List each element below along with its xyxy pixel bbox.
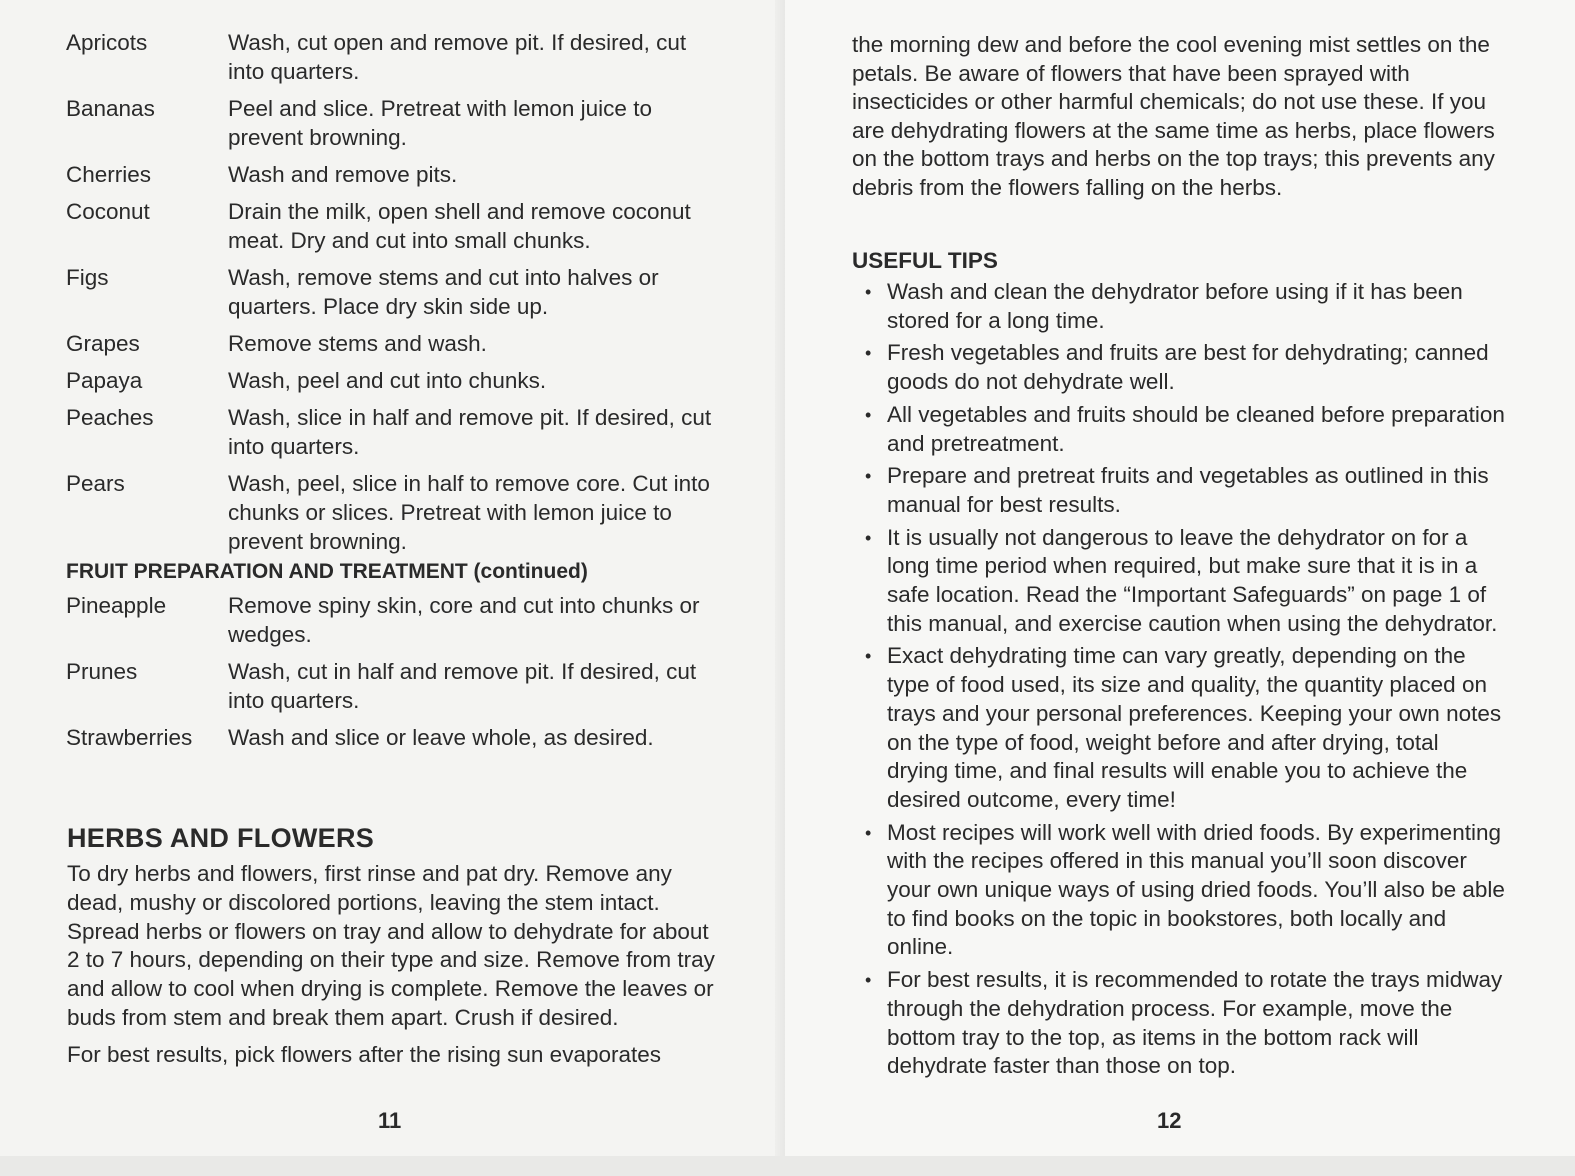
- table-row: [66, 723, 726, 752]
- list-item: [865, 642, 1505, 814]
- table-row: [66, 403, 726, 461]
- tip-text: Wash and clean the dehydrator before using if it has been stored for a long time.: [887, 279, 1463, 333]
- tips-list: [865, 278, 1505, 1085]
- fruit-name: Bananas: [66, 96, 155, 121]
- page-12: [785, 0, 1575, 1176]
- tip-text: Prepare and pretreat fruits and vegetables as outlined in this manual for best results.: [887, 463, 1489, 517]
- paragraph: the morning dew and before the cool evening mist settles on the petals. Be aware of flowers that have been sprayed with insecticides or other harmful chemicals; do not use these. If you are dehydrating flowers at the same time as herbs, place flowers on the bottom trays and herbs on the top trays; this prevents any debris from the flowers falling on the herbs.: [852, 32, 1495, 200]
- fruit-instructions: Remove stems and wash.: [228, 331, 487, 356]
- bullet-icon: •: [865, 646, 872, 667]
- bullet-icon: •: [865, 466, 872, 487]
- fruit-name: Figs: [66, 265, 109, 290]
- list-item: [865, 966, 1505, 1081]
- list-item: [865, 524, 1505, 639]
- list-item: [865, 278, 1505, 335]
- tip-text: All vegetables and fruits should be cleaned before preparation and pretreatment.: [887, 401, 1505, 456]
- fruit-instructions: Remove spiny skin, core and cut into chunks or wedges.: [228, 593, 700, 647]
- table-row: [66, 28, 726, 86]
- table-row: [66, 657, 726, 715]
- list-item: [865, 339, 1505, 396]
- bullet-icon: •: [865, 404, 872, 425]
- tip-text: Exact dehydrating time can vary greatly, depending on the type of food used, its size and quality, the quantity placed on trays and your personal preferences. Keeping your own notes on the type of food, weight before and after drying, total drying time, and final results will enable you to achieve the desired outcome, every time!: [887, 643, 1502, 812]
- fruit-name: Prunes: [66, 659, 138, 684]
- fruit-name: Pineapple: [66, 593, 167, 618]
- bullet-icon: •: [865, 282, 872, 302]
- paragraph: To dry herbs and flowers, first rinse and pat dry. Remove any dead, mushy or discolored portions, leaving the stem intact. Spread herbs or flowers on tray and allow to dehydrate for about 2 to 7 hours, depending on their type and size. Remove from tray and allow to cool when drying is complete. Remove the leaves or buds from stem and break them apart. Crush if desired.: [67, 861, 715, 1030]
- tip-text: Most recipes will work well with dried foods. By experimenting with the recipes offered in this manual you’ll soon discover your own unique ways of using dried foods. You’ll also be able to find books on the topic in bookstores, both locally and online.: [887, 819, 1505, 960]
- fruit-instructions: Drain the milk, open shell and remove coconut meat. Dry and cut into small chunks.: [228, 199, 691, 253]
- herbs-section-text: [67, 860, 717, 1078]
- table-row: [66, 94, 726, 152]
- fruit-name: Peaches: [66, 405, 154, 430]
- bullet-icon: •: [865, 822, 872, 843]
- fruit-name: Apricots: [66, 30, 148, 55]
- page-bottom-shade: [0, 1156, 1575, 1176]
- fruit-name: Pears: [66, 471, 125, 496]
- table-row: [66, 329, 726, 358]
- tip-text: It is usually not dangerous to leave the dehydrator on for a long time period when required, but make sure that it is in a safe location. Read the “Important Safeguards” on page 1 of this manual, and exercise caution when using the dehydrator.: [887, 524, 1498, 636]
- fruit-instructions: Wash, slice in half and remove pit. If desired, cut into quarters.: [228, 405, 712, 459]
- paragraph: For best results, pick flowers after the rising sun evaporates: [67, 1041, 662, 1067]
- fruit-name: Coconut: [66, 199, 150, 224]
- bullet-icon: •: [865, 343, 872, 364]
- section-heading: HERBS AND FLOWERS: [67, 823, 375, 853]
- table-row: [66, 469, 726, 556]
- table-row: [66, 160, 726, 189]
- section-heading: USEFUL TIPS: [852, 248, 998, 273]
- list-item: [865, 462, 1505, 519]
- tip-text: For best results, it is recommended to rotate the trays midway through the dehydration process. For example, move the bottom tray to the top, as items in the bottom rack will dehydrate faster than those on top.: [887, 967, 1503, 1079]
- fruit-name: Papaya: [66, 368, 143, 393]
- section-subheading: FRUIT PREPARATION AND TREATMENT (continued): [66, 560, 588, 583]
- fruit-instructions: Peel and slice. Pretreat with lemon juice to prevent browning.: [228, 96, 652, 150]
- fruit-preparation-table: [66, 28, 726, 760]
- table-row: [66, 197, 726, 255]
- page-number: 11: [378, 1108, 402, 1133]
- page-number: 12: [1157, 1108, 1182, 1133]
- page-11: [0, 0, 785, 1176]
- fruit-instructions: Wash, peel, slice in half to remove core. Cut into chunks or slices. Pretreat with lemon juice to prevent browning.: [228, 471, 710, 554]
- table-row: [66, 366, 726, 395]
- fruit-name: Cherries: [66, 162, 152, 187]
- tip-text: Fresh vegetables and fruits are best for dehydrating; canned goods do not dehydrate well.: [887, 340, 1489, 395]
- table-row: [66, 263, 726, 321]
- list-item: [865, 819, 1505, 963]
- fruit-name: Grapes: [66, 331, 140, 356]
- fruit-instructions: Wash and remove pits.: [228, 162, 458, 187]
- list-item: [865, 401, 1505, 458]
- fruit-instructions: Wash and slice or leave whole, as desired.: [228, 725, 654, 750]
- table-row: [66, 591, 726, 649]
- fruit-instructions: Wash, cut open and remove pit. If desired, cut into quarters.: [228, 30, 687, 84]
- fruit-instructions: Wash, peel and cut into chunks.: [228, 368, 547, 393]
- bullet-icon: •: [865, 970, 872, 991]
- fruit-instructions: Wash, remove stems and cut into halves or quarters. Place dry skin side up.: [228, 265, 659, 319]
- fruit-instructions: Wash, cut in half and remove pit. If desired, cut into quarters.: [228, 659, 697, 713]
- fruit-name: Strawberries: [66, 725, 193, 750]
- bullet-icon: •: [865, 527, 872, 548]
